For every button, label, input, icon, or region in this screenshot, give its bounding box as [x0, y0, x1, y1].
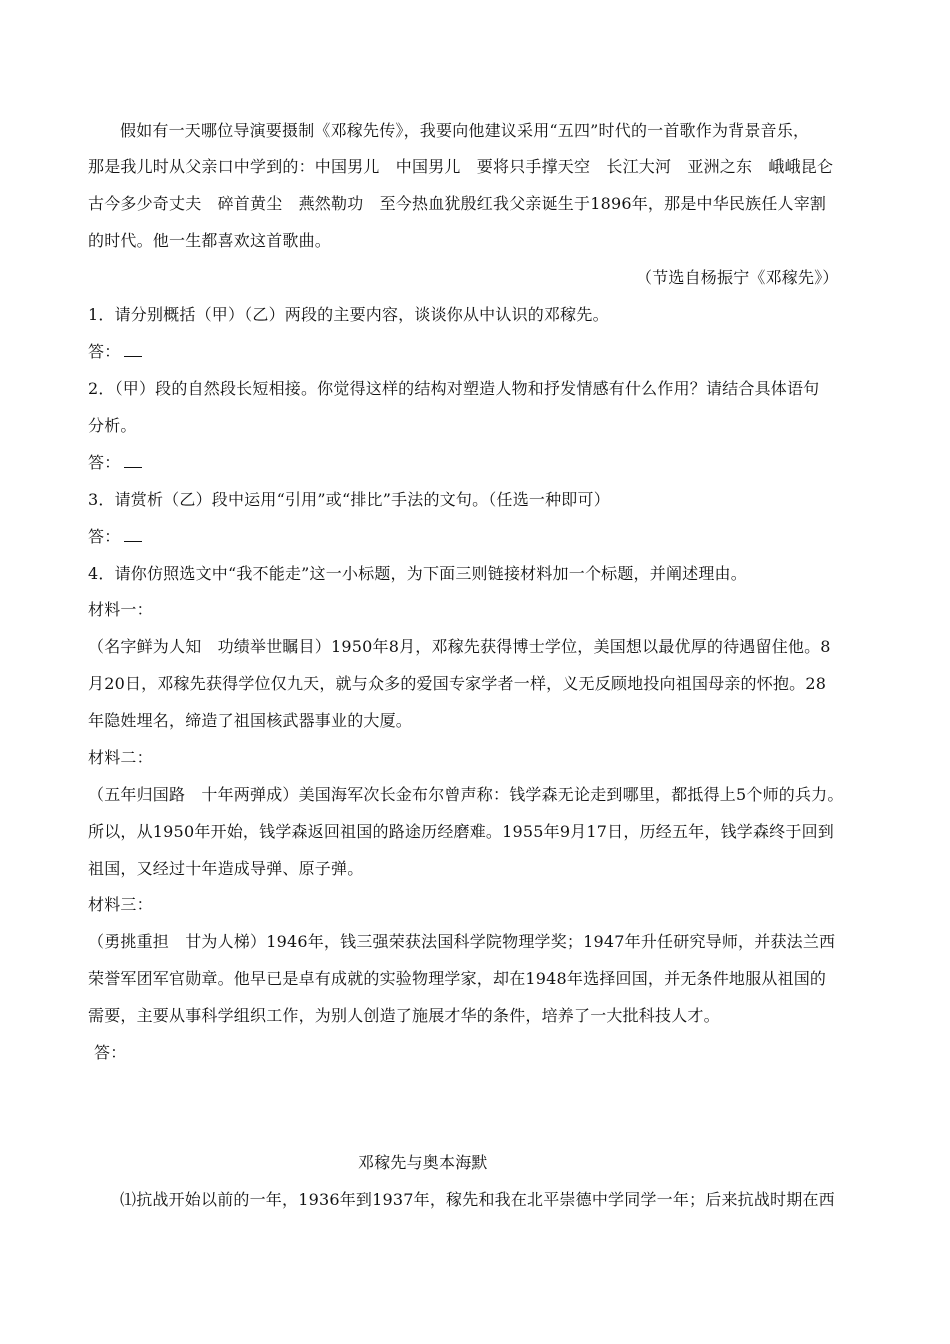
answer-line-2: [88, 453, 142, 473]
material-line: （勇挑重担 甘为人梯）1946年，钱三强荣获法国科学院物理学奖；1947年升任研究导师，并获法兰西: [88, 932, 836, 951]
material-line: 荣誉军团军官勋章。他早已是卓有成就的实验物理学家，却在1948年选择回国，并无条件地服从祖国的: [88, 969, 827, 988]
answer-blank[interactable]: [124, 342, 142, 357]
answer-label: 答：: [94, 1043, 127, 1062]
answer-blank[interactable]: [124, 527, 142, 542]
material-line: 月20日，邓稼先获得学位仅九天，就与众多的爱国专家学者一样，义无反顾地投向祖国母亲的怀抱。28: [88, 674, 827, 693]
material-line: 需要，主要从事科学组织工作，为别人创造了施展才华的条件，培养了一大批科技人才。: [88, 1006, 720, 1025]
question-2: 2．（甲）段的自然段长短相接。你觉得这样的结构对塑造人物和抒发情感有什么作用？请结合具体语句: [88, 379, 820, 398]
answer-label: 答：: [88, 342, 121, 361]
paragraph-line: 假如有一天哪位导演要摄制《邓稼先传》，我要向他建议采用“五四”时代的一首歌作为背景音乐，: [120, 121, 810, 140]
paragraph-line: ⑴抗战开始以前的一年，1936年到1937年，稼先和我在北平崇德中学同学一年；后来抗战时期在西: [120, 1190, 835, 1209]
paragraph-line: 那是我儿时从父亲口中学到的：中国男儿 中国男儿 要将只手撑天空 长江大河 亚洲之东 峨峨昆仑: [88, 157, 834, 176]
material-line: 祖国，又经过十年造成导弹、原子弹。: [88, 859, 364, 878]
article-title: 邓稼先与奥本海默: [358, 1153, 488, 1172]
material-heading: 材料一：: [88, 600, 153, 619]
question-4: 4．请你仿照选文中“我不能走”这一小标题，为下面三则链接材料加一个标题，并阐述理由。: [88, 564, 747, 583]
answer-blank[interactable]: [124, 453, 142, 468]
question-2-continued: 分析。: [88, 416, 137, 435]
answer-label: 答：: [88, 527, 121, 546]
material-heading: 材料三：: [88, 895, 153, 914]
paragraph-line: 古今多少奇丈夫 碎首黄尘 燕然勒功 至今热血犹殷红我父亲诞生于1896年，那是中华民族任人宰割: [88, 194, 827, 213]
material-line: （名字鲜为人知 功绩举世瞩目）1950年8月，邓稼先获得博士学位，美国想以最优厚的待遇留住他。8: [88, 637, 831, 656]
source-citation: （节选自杨振宁《邓稼先》）: [636, 268, 839, 287]
material-line: 所以，从1950年开始，钱学森返回祖国的路途历经磨难。1955年9月17日，历经五年，钱学森终于回到: [88, 822, 834, 841]
material-line: 年隐姓埋名，缔造了祖国核武器事业的大厦。: [88, 711, 413, 730]
material-line: （五年归国路 十年两弹成）美国海军次长金布尔曾声称：钱学森无论走到哪里，都抵得上5个师的兵力。: [88, 785, 844, 804]
answer-line-3: [88, 527, 142, 547]
material-heading: 材料二：: [88, 748, 153, 767]
question-3: 3．请赏析（乙）段中运用“引用”或“排比”手法的文句。（任选一种即可）: [88, 490, 610, 509]
answer-line-1: [88, 342, 142, 362]
paragraph-line: 的时代。他一生都喜欢这首歌曲。: [88, 231, 332, 250]
answer-label: 答：: [88, 453, 121, 472]
question-1: 1．请分别概括（甲）（乙）两段的主要内容，谈谈你从中认识的邓稼先。: [88, 305, 609, 324]
